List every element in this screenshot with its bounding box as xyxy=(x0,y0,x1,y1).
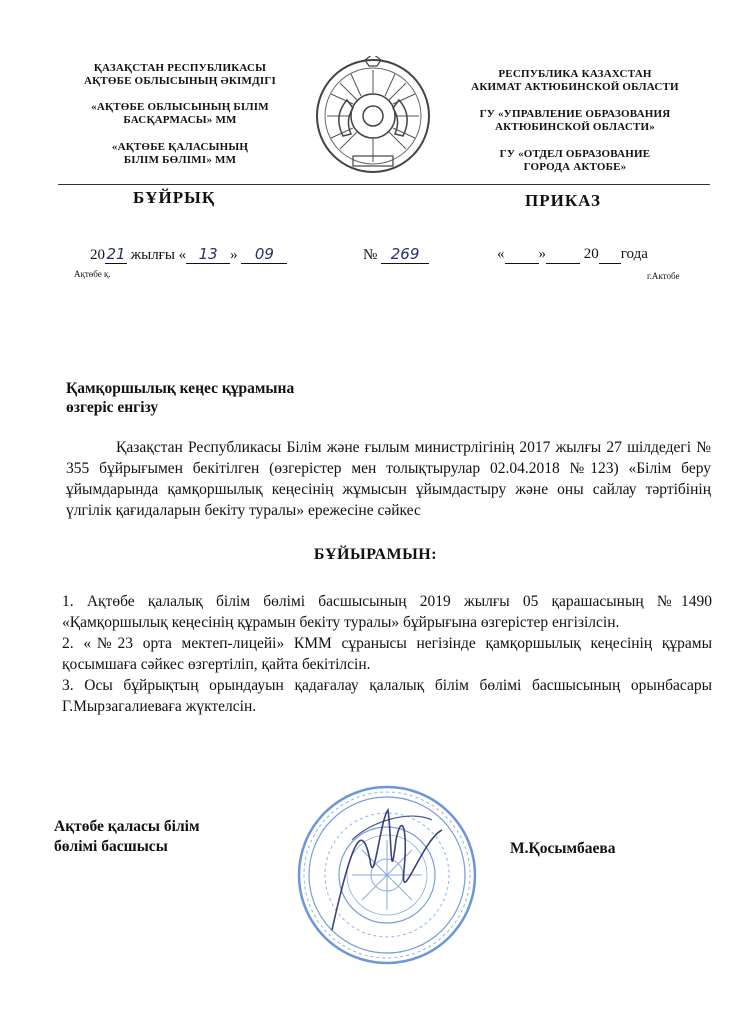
header-right-line: ГУ «ОТДЕЛ ОБРАЗОВАНИЕ xyxy=(499,148,651,160)
title-ru: ПРИКАЗ xyxy=(525,191,601,210)
order-item: 1. Ақтөбе қалалық білім бөлімі басшысының 2019 жылғы 05 қарашасының №1490 «Қамқоршылық кеңесінің құрамын бекіту туралы» бұйрығына өзгерістер енгізілсін. xyxy=(62,593,712,631)
header-left-line: «АҚТӨБЕ ОБЛЫСЫНЫҢ БІЛІМ xyxy=(91,101,269,113)
year-handwritten: 21 xyxy=(106,245,126,263)
header-right-line: АКТЮБИНСКОЙ ОБЛАСТИ» xyxy=(494,121,656,133)
subject xyxy=(66,379,294,417)
header-right-line: ГОРОДА АКТОБЕ» xyxy=(523,161,627,173)
state-emblem xyxy=(313,56,433,176)
ru-close-quote: » xyxy=(538,246,546,262)
emblem-icon xyxy=(313,56,433,176)
stamp-icon xyxy=(292,780,482,970)
header-left-line: «АҚТӨБЕ ҚАЛАСЫНЫҢ xyxy=(111,141,249,153)
order-item: 2. «№23 орта мектеп-лицейі» КММ сұранысы негізінде қамқоршылық кеңесінің құрамы қосымшаға сәйкес өзгертіліп, қайта бекітілсін. xyxy=(62,635,712,673)
header-divider xyxy=(58,184,710,185)
preamble: Қазақстан Республикасы Білім және ғылым министрлігінің 2017 жылғы 27 шілдедегі № 355 бұйрығымен бекітілген (өзгерістер мен толықтырулар 02.04.2018 №123) «Білім беру ұйымдарында қамқоршылық кеңесінің жұмысын ұйымдастыру және оны сайлау тәртібінің үлгілік қағидаларын бекіту туралы» ережесіне сәйкес xyxy=(66,439,711,519)
subject-line: Қамқоршылық кеңес құрамына xyxy=(66,380,295,397)
subject-line: өзгеріс енгізу xyxy=(66,399,159,416)
number-handwritten: 269 xyxy=(381,245,429,264)
day-handwritten: 13 xyxy=(186,245,230,264)
order-word: БҰЙЫРАМЫН: xyxy=(313,546,438,563)
ru-year-blank xyxy=(599,246,621,264)
ru-year-word: года xyxy=(620,246,648,262)
position-line: Ақтөбе қаласы білім xyxy=(54,818,200,835)
header-right xyxy=(450,68,700,174)
ru-month-blank xyxy=(546,246,580,264)
city-kz: Ақтөбе қ. xyxy=(74,269,111,279)
title-kz: БҰЙРЫҚ xyxy=(133,188,216,207)
header-left-line: БІЛІМ БӨЛІМІ» ММ xyxy=(123,154,237,166)
header-left xyxy=(60,62,300,167)
header-left-line: БАСҚАРМАСЫ» ММ xyxy=(123,114,237,126)
order-number xyxy=(363,245,429,264)
ru-year-prefix: 20 xyxy=(583,246,599,262)
position-line: бөлімі басшысы xyxy=(54,838,168,855)
header-left-line: ҚАЗАҚСТАН РЕСПУБЛИКАСЫ xyxy=(93,62,267,74)
ru-day-blank xyxy=(505,246,539,264)
day-close: » xyxy=(230,247,238,263)
number-label: № xyxy=(363,247,378,263)
header-right-line: АКИМАТ АКТЮБИНСКОЙ ОБЛАСТИ xyxy=(471,81,679,93)
city-ru: г.Актобе xyxy=(647,271,680,281)
ru-open-quote: « xyxy=(497,246,505,262)
order-item: 3. Осы бұйрықтың орындауын қадағалау қалалық білім бөлімі басшысының орынбасары Г.Мырзагалиеваға жүктелсін. xyxy=(62,677,712,715)
year-suffix: жылғы « xyxy=(130,247,187,263)
official-stamp xyxy=(292,780,482,970)
month-handwritten: 09 xyxy=(241,245,287,264)
header-right-line: ГУ «УПРАВЛЕНИЕ ОБРАЗОВАНИЯ xyxy=(479,108,671,120)
date-line-ru xyxy=(497,246,648,264)
year-prefix: 20 xyxy=(90,247,105,263)
header-left-line: АҚТӨБЕ ОБЛЫСЫНЫҢ ӘКІМДІГІ xyxy=(83,75,277,87)
header-right-line: РЕСПУБЛИКА КАЗАХСТАН xyxy=(498,68,652,80)
date-line-kz xyxy=(90,245,287,264)
signatory-name: М.Қосымбаева xyxy=(510,840,616,857)
order-items xyxy=(62,591,712,717)
signatory-position xyxy=(54,817,200,857)
